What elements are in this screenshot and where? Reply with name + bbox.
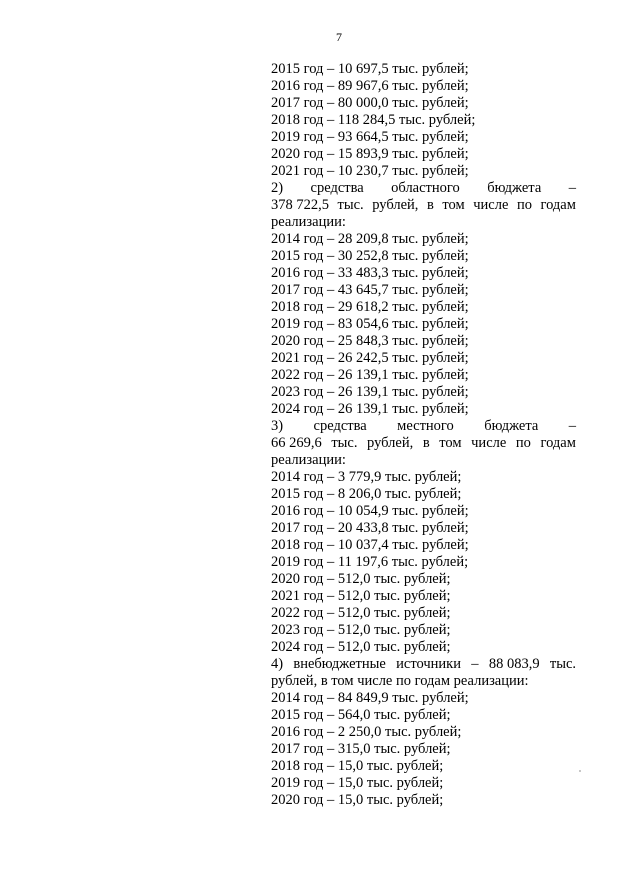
block-heading-line — [271, 418, 576, 435]
heading-word: областного — [391, 180, 460, 196]
heading-word: числе — [471, 435, 507, 451]
block-heading-end: рублей, в том числе по годам реализации: — [271, 673, 529, 689]
heading-word: в — [426, 197, 434, 213]
block-heading-end: реализации: — [271, 452, 346, 468]
block-heading-end: реализации: — [271, 214, 346, 230]
year-funding-line: 2018 год – 118 284,5 тыс. рублей; — [271, 112, 476, 128]
year-funding-line: 2021 год – 10 230,7 тыс. рублей; — [271, 163, 469, 179]
heading-word: – — [568, 418, 576, 434]
heading-word: 4) — [271, 656, 284, 672]
year-funding-line: 2016 год – 2 250,0 тыс. рублей; — [271, 724, 462, 740]
year-funding-line: 2015 год – 10 697,5 тыс. рублей; — [271, 61, 469, 77]
year-funding-line: 2015 год – 8 206,0 тыс. рублей; — [271, 486, 462, 502]
heading-word: рублей, — [367, 435, 414, 451]
funding-text — [271, 61, 576, 809]
year-funding-line: 2017 год – 80 000,0 тыс. рублей; — [271, 95, 469, 111]
year-funding-line: 2015 год – 30 252,8 тыс. рублей; — [271, 248, 469, 264]
heading-word: том — [439, 435, 462, 451]
block-heading-line — [271, 435, 576, 452]
heading-word: 66 269,6 — [271, 435, 322, 451]
year-funding-line: 2016 год – 89 967,6 тыс. рублей; — [271, 78, 469, 94]
heading-word: – — [568, 180, 576, 196]
year-funding-line: 2024 год – 512,0 тыс. рублей; — [271, 639, 451, 655]
year-funding-line: 2021 год – 26 242,5 тыс. рублей; — [271, 350, 469, 366]
heading-word: 378 722,5 — [271, 197, 329, 213]
year-funding-line: 2019 год – 83 054,6 тыс. рублей; — [271, 316, 469, 332]
year-funding-line: 2014 год – 28 209,8 тыс. рублей; — [271, 231, 469, 247]
year-funding-line: 2018 год – 10 037,4 тыс. рублей; — [271, 537, 469, 553]
heading-word: местного — [397, 418, 454, 434]
heading-word: 3) — [271, 418, 284, 434]
year-funding-line: 2021 год – 512,0 тыс. рублей; — [271, 588, 451, 604]
block-heading-line — [271, 656, 576, 673]
year-funding-line: 2020 год – 15,0 тыс. рублей; — [271, 792, 444, 808]
year-funding-line: 2022 год – 26 139,1 тыс. рублей; — [271, 367, 469, 383]
heading-word: по — [515, 435, 531, 451]
year-funding-line: 2024 год – 26 139,1 тыс. рублей; — [271, 401, 469, 417]
heading-word: рублей, — [372, 197, 419, 213]
heading-word: тыс. — [337, 197, 364, 213]
heading-word: – — [471, 656, 479, 672]
year-funding-line: 2014 год – 84 849,9 тыс. рублей; — [271, 690, 469, 706]
year-funding-line: 2017 год – 43 645,7 тыс. рублей; — [271, 282, 469, 298]
year-funding-line: 2023 год – 26 139,1 тыс. рублей; — [271, 384, 469, 400]
year-funding-line: 2019 год – 93 664,5 тыс. рублей; — [271, 129, 469, 145]
year-funding-line: 2020 год – 512,0 тыс. рублей; — [271, 571, 451, 587]
heading-word: бюджета — [487, 180, 542, 196]
heading-word: том — [442, 197, 465, 213]
year-funding-line: 2014 год – 3 779,9 тыс. рублей; — [271, 469, 462, 485]
heading-word: в — [422, 435, 430, 451]
heading-word: средства — [313, 418, 367, 434]
heading-word: годам — [540, 197, 576, 213]
heading-word: тыс. — [549, 656, 576, 672]
year-funding-line: 2020 год – 25 848,3 тыс. рублей; — [271, 333, 469, 349]
year-funding-line: 2016 год – 33 483,3 тыс. рублей; — [271, 265, 469, 281]
heading-word: источники — [396, 656, 461, 672]
year-funding-line: 2019 год – 15,0 тыс. рублей; — [271, 775, 444, 791]
page-number: 7 — [336, 30, 342, 44]
year-funding-line: 2018 год – 15,0 тыс. рублей; — [271, 758, 444, 774]
heading-word: числе — [473, 197, 509, 213]
heading-word: 88 083,9 — [488, 656, 540, 672]
heading-word: внебюджетные — [293, 656, 386, 672]
heading-word: годам — [540, 435, 576, 451]
block-heading-line — [271, 197, 576, 214]
year-funding-line: 2016 год – 10 054,9 тыс. рублей; — [271, 503, 469, 519]
scan-speck — [579, 770, 581, 772]
heading-word: средства — [310, 180, 364, 196]
year-funding-line: 2017 год – 20 433,8 тыс. рублей; — [271, 520, 469, 536]
year-funding-line: 2019 год – 11 197,6 тыс. рублей; — [271, 554, 469, 570]
year-funding-line: 2022 год – 512,0 тыс. рублей; — [271, 605, 451, 621]
year-funding-line: 2017 год – 315,0 тыс. рублей; — [271, 741, 451, 757]
heading-word: 2) — [271, 180, 284, 196]
heading-word: бюджета — [484, 418, 539, 434]
heading-word: по — [516, 197, 532, 213]
heading-word: тыс. — [331, 435, 358, 451]
block-heading-line — [271, 180, 576, 197]
year-funding-line: 2015 год – 564,0 тыс. рублей; — [271, 707, 451, 723]
year-funding-line: 2023 год – 512,0 тыс. рублей; — [271, 622, 451, 638]
year-funding-line: 2020 год – 15 893,9 тыс. рублей; — [271, 146, 469, 162]
year-funding-line: 2018 год – 29 618,2 тыс. рублей; — [271, 299, 469, 315]
